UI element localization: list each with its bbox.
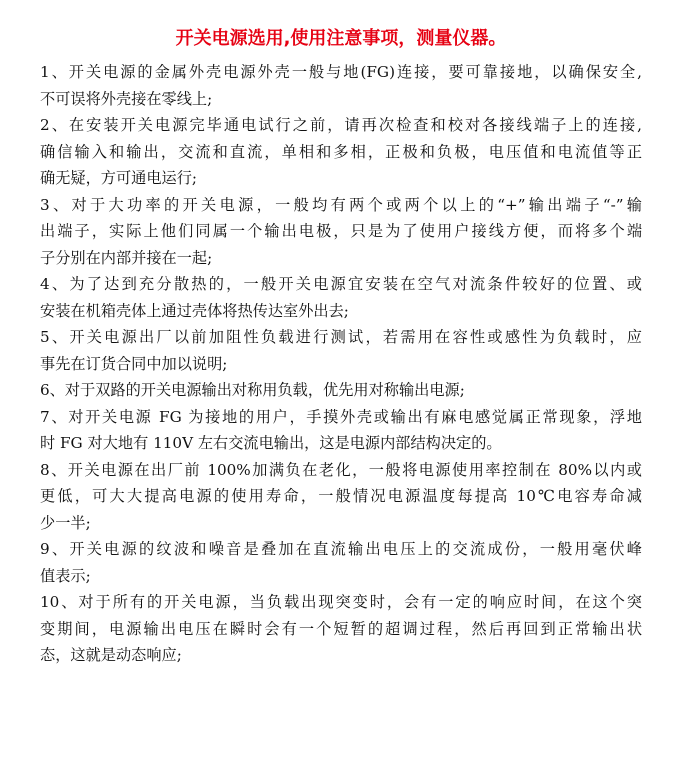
notice-item-line: 变期间，电源输出电压在瞬时会有一个短暂的超调过程，然后再回到正常输出状: [40, 619, 642, 638]
notice-item-6: [40, 377, 642, 404]
notice-item-line: 态，这就是动态响应;: [40, 646, 182, 664]
notice-item-8: [40, 457, 642, 537]
notice-item-line: 更低，可大大提高电源的使用寿命，一般情况电源温度每提高 10℃电容寿命减: [40, 487, 642, 505]
notice-item-line: 2、在安装开关电源完毕通电试行之前，请再次检查和校对各接线端子上的连接,: [40, 116, 642, 134]
notice-item-line: 10、对于所有的开关电源，当负载出现突变时，会有一定的响应时间，在这个突: [40, 593, 642, 611]
notice-item-line: 1、开关电源的金属外壳电源外壳一般与地(FG)连接，要可靠接地，以确保安全,: [40, 63, 642, 81]
notice-item-line: 子分别在内部并接在一起;: [40, 248, 213, 267]
notice-item-line: 确无疑，方可通电运行;: [40, 169, 197, 187]
notice-item-3: [40, 192, 642, 272]
notice-item-2: [40, 112, 642, 192]
notice-item-1: [40, 59, 642, 112]
notice-item-line: 7、对开关电源 FG 为接地的用户，手摸外壳或输出有麻电感觉属正常现象，浮地: [40, 407, 642, 426]
notice-item-line: 3、对于大功率的开关电源，一般均有两个或两个以上的“+”输出端子“-”输: [40, 195, 642, 214]
notice-item-line: 6、对于双路的开关电源输出对称用负载，优先用对称输出电源;: [40, 381, 465, 399]
notice-item-line: 4、为了达到充分散热的，一般开关电源宜安装在空气对流条件较好的位置、或: [40, 275, 642, 293]
notice-item-7: [40, 404, 642, 457]
notice-item-line: 不可误将外壳接在零线上;: [40, 89, 213, 108]
notice-item-line: 5、开关电源出厂以前加阻性负载进行测试，若需用在容性或感性为负载时，应: [40, 328, 642, 346]
notice-item-line: 值表示;: [40, 566, 91, 585]
notice-item-line: 时 FG 对大地有 110V 左右交流电输出，这是电源内部结构决定的。: [40, 434, 502, 452]
notice-item-line: 9、开关电源的纹波和噪音是叠加在直流输出电压上的交流成份，一般用毫伏峰: [40, 540, 642, 558]
notice-item-10: [40, 589, 642, 669]
notice-item-line: 出端子，实际上他们同属一个输出电极，只是为了使用户接线方便，而将多个端: [40, 222, 642, 240]
notice-item-5: [40, 324, 642, 377]
notice-item-4: [40, 271, 642, 324]
notice-item-line: 事先在订货合同中加以说明;: [40, 354, 228, 373]
notice-item-line: 安装在机箱壳体上通过壳体将热传达室外出去;: [40, 301, 349, 320]
notice-list: [40, 59, 642, 669]
notice-item-line: 8、开关电源在出厂前 100%加满负在老化，一般将电源使用率控制在 80%以内或: [40, 460, 642, 479]
notice-item-line: 确信输入和输出，交流和直流，单相和多相，正极和负极，电压值和电流值等正: [40, 142, 642, 161]
notice-item-line: 少一半;: [40, 513, 91, 532]
notice-item-9: [40, 536, 642, 589]
document-title: 开关电源选用,使用注意事项，测量仪器。: [175, 28, 507, 49]
